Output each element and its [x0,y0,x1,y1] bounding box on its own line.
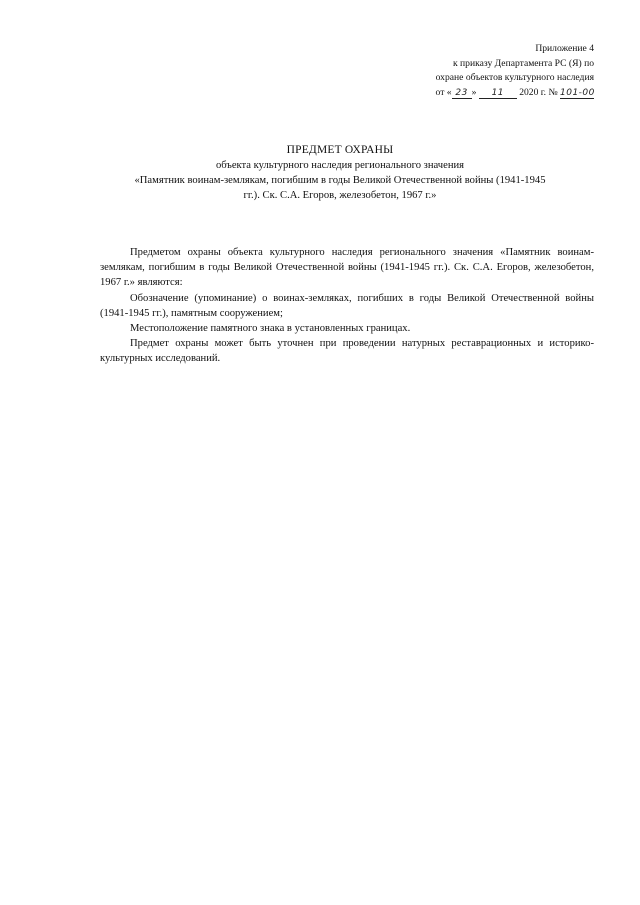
order-year: 2020 г. № [516,86,560,98]
order-mid: » [471,86,479,98]
appendix-header [334,42,594,100]
order-month-handwritten: 11 [479,88,517,99]
paragraph-location: Местоположение памятного знака в установленных границах. [130,323,411,335]
order-reference: к приказу Департамента РС (Я) по [452,57,594,69]
title-subtitle-1: объекта культурного наследия регионального значения [215,160,465,171]
document-body [100,245,594,367]
order-date-number [334,86,594,101]
document-title: ПРЕДМЕТ ОХРАНЫ [286,144,394,156]
title-subtitle-3: гг.). Ск. С.А. Егоров, железобетон, 1967 г.» [243,190,437,201]
document-title-block [90,143,590,203]
paragraph-clarification: Предмет охраны может быть уточнен при проведении натурных реставрационных и историко-культурных исследований. [100,338,594,365]
order-day-handwritten: 23 [452,88,472,99]
department-name: охране объектов культурного наследия [435,72,594,83]
paragraph-designation: Обозначение (упоминание) о воинах-земляках, погибших в годы Великой Отечественной войны (1941-1945 гг.), памятным сооружением; [100,292,594,319]
title-subtitle-2: «Памятник воинам-землякам, погибшим в годы Великой Отечественной войны (1941-1945 [134,175,546,186]
appendix-number: Приложение 4 [535,43,594,54]
order-prefix: от « [435,86,452,98]
order-number-handwritten: 101-00 [560,87,595,98]
paragraph-subject-intro: Предметом охраны объекта культурного наследия регионального значения «Памятник воинам-землякам, погибшим в годы Великой Отечественной войны (1941-1945 гг.). Ск. С.А. Егоров, железобетон, 1967 г.» являются: [100,247,594,289]
